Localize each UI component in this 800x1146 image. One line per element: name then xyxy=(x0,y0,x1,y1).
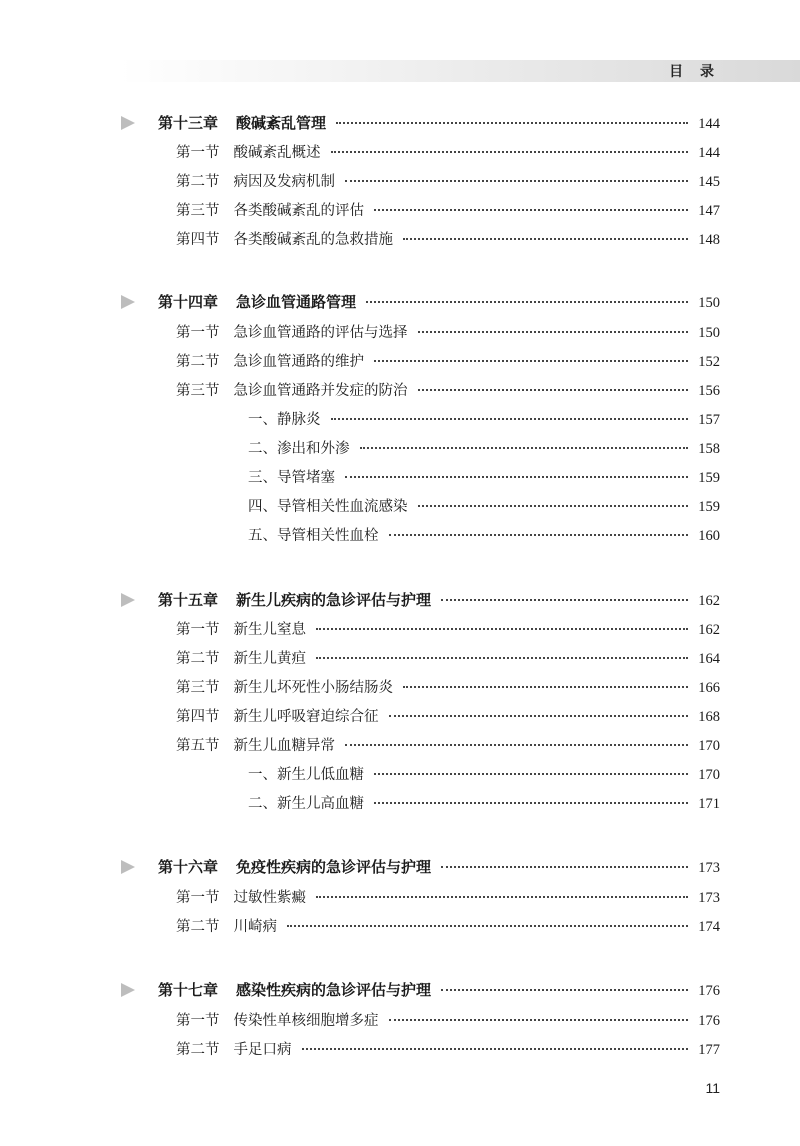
dot-leader xyxy=(389,1018,689,1021)
section-number: 第二节 xyxy=(176,174,220,190)
dot-leader xyxy=(374,359,688,362)
section-page: 147 xyxy=(698,203,720,219)
section-entry[interactable] xyxy=(176,171,720,193)
section-entry[interactable] xyxy=(176,229,720,251)
chapter-page: 176 xyxy=(698,983,720,999)
section-page: 144 xyxy=(698,145,720,161)
dot-leader xyxy=(374,772,688,775)
chapter-marker-icon xyxy=(121,593,135,607)
chapter-marker-icon xyxy=(121,295,135,309)
subitem-title: 一、新生儿低血糖 xyxy=(248,767,364,783)
dot-leader xyxy=(389,714,689,717)
chapter-page: 144 xyxy=(698,116,720,132)
chapter-marker-icon xyxy=(121,116,135,130)
section-title: 新生儿黄疸 xyxy=(233,651,306,667)
dot-leader xyxy=(418,504,689,507)
chapter-number: 第十四章 xyxy=(158,293,219,311)
subitem-entry[interactable] xyxy=(248,438,720,460)
subitem-page: 159 xyxy=(698,470,720,486)
section-title: 急诊血管通路的维护 xyxy=(233,354,364,370)
dot-leader xyxy=(374,208,688,211)
chapter-marker-icon xyxy=(121,983,135,997)
subitem-title: 二、新生儿高血糖 xyxy=(248,796,364,812)
section-title: 急诊血管通路并发症的防治 xyxy=(233,383,408,399)
section-number: 第一节 xyxy=(176,325,220,341)
subitem-entry[interactable] xyxy=(248,793,720,815)
section-number: 第一节 xyxy=(176,890,220,906)
section-title: 新生儿窒息 xyxy=(233,622,306,638)
chapter-page: 173 xyxy=(698,860,720,876)
dot-leader xyxy=(345,743,688,746)
dot-leader xyxy=(403,237,688,240)
section-entry[interactable] xyxy=(176,648,720,670)
dot-leader xyxy=(345,179,688,182)
section-entry[interactable] xyxy=(176,677,720,699)
chapter-title: 感染性疾病的急诊评估与护理 xyxy=(236,981,432,999)
chapter-number: 第十六章 xyxy=(158,858,219,876)
dot-leader xyxy=(331,417,689,420)
section-number: 第二节 xyxy=(176,651,220,667)
dot-leader xyxy=(389,533,689,536)
section-page: 174 xyxy=(698,919,720,935)
section-entry[interactable] xyxy=(176,200,720,222)
section-page: 148 xyxy=(698,232,720,248)
section-title: 新生儿血糖异常 xyxy=(233,738,335,754)
subitem-page: 160 xyxy=(698,528,720,544)
section-number: 第三节 xyxy=(176,203,220,219)
chapter-number: 第十七章 xyxy=(158,981,219,999)
section-title: 过敏性紫癜 xyxy=(233,890,306,906)
chapter-title: 酸碱紊乱管理 xyxy=(236,114,327,132)
chapter-entry[interactable] xyxy=(158,112,720,134)
section-entry[interactable] xyxy=(176,916,720,938)
dot-leader xyxy=(403,685,688,688)
dot-leader xyxy=(374,801,688,804)
subitem-title: 四、导管相关性血流感染 xyxy=(248,499,408,515)
section-page: 162 xyxy=(698,622,720,638)
section-page: 168 xyxy=(698,709,720,725)
subitem-title: 一、静脉炎 xyxy=(248,412,321,428)
section-entry[interactable] xyxy=(176,619,720,641)
section-title: 各类酸碱紊乱的评估 xyxy=(233,203,364,219)
dot-leader xyxy=(360,446,689,449)
dot-leader xyxy=(287,924,688,927)
dot-leader xyxy=(441,865,688,868)
section-page: 166 xyxy=(698,680,720,696)
section-title: 川崎病 xyxy=(233,919,277,935)
section-page: 156 xyxy=(698,383,720,399)
dot-leader xyxy=(336,121,688,124)
subitem-entry[interactable] xyxy=(248,525,720,547)
chapter-title: 免疫性疾病的急诊评估与护理 xyxy=(236,858,432,876)
subitem-page: 159 xyxy=(698,499,720,515)
subitem-title: 三、导管堵塞 xyxy=(248,470,335,486)
section-title: 急诊血管通路的评估与选择 xyxy=(233,325,408,341)
section-page: 177 xyxy=(698,1042,720,1058)
section-title: 各类酸碱紊乱的急救措施 xyxy=(233,232,393,248)
chapter-number: 第十三章 xyxy=(158,114,219,132)
section-entry[interactable] xyxy=(176,142,720,164)
chapter-marker-icon xyxy=(121,860,135,874)
section-number: 第五节 xyxy=(176,738,220,754)
section-page: 173 xyxy=(698,890,720,906)
section-title: 酸碱紊乱概述 xyxy=(233,145,321,161)
section-number: 第二节 xyxy=(176,919,220,935)
section-number: 第一节 xyxy=(176,1013,220,1029)
section-number: 第二节 xyxy=(176,354,220,370)
section-entry[interactable] xyxy=(176,1010,720,1032)
dot-leader xyxy=(441,988,688,991)
subitem-title: 二、渗出和外渗 xyxy=(248,441,350,457)
section-number: 第三节 xyxy=(176,383,220,399)
page-header-title: 目 录 xyxy=(669,64,720,80)
section-entry[interactable] xyxy=(176,380,720,402)
section-number: 第一节 xyxy=(176,145,220,161)
section-page: 150 xyxy=(698,325,720,341)
chapter-title: 急诊血管通路管理 xyxy=(236,293,357,311)
dot-leader xyxy=(441,598,688,601)
section-number: 第三节 xyxy=(176,680,220,696)
subitem-entry[interactable] xyxy=(248,496,720,518)
subitem-entry[interactable] xyxy=(248,409,720,431)
dot-leader xyxy=(418,388,689,391)
subitem-page: 170 xyxy=(698,767,720,783)
section-number: 第一节 xyxy=(176,622,220,638)
dot-leader xyxy=(331,150,689,153)
chapter-page: 162 xyxy=(698,593,720,609)
chapter-entry[interactable] xyxy=(158,856,720,878)
dot-leader xyxy=(316,627,688,630)
section-entry[interactable] xyxy=(176,706,720,728)
section-title: 传染性单核细胞增多症 xyxy=(233,1013,379,1029)
dot-leader xyxy=(316,895,688,898)
subitem-title: 五、导管相关性血栓 xyxy=(248,528,379,544)
dot-leader xyxy=(345,475,688,478)
subitem-page: 171 xyxy=(698,796,720,812)
subitem-entry[interactable] xyxy=(248,467,720,489)
section-entry[interactable] xyxy=(176,322,720,344)
chapter-title: 新生儿疾病的急诊评估与护理 xyxy=(236,591,432,609)
subitem-page: 157 xyxy=(698,412,720,428)
dot-leader xyxy=(316,656,688,659)
section-entry[interactable] xyxy=(176,351,720,373)
chapter-entry[interactable] xyxy=(158,589,720,611)
section-page: 176 xyxy=(698,1013,720,1029)
chapter-entry[interactable] xyxy=(158,979,720,1001)
chapter-entry[interactable] xyxy=(158,291,720,313)
section-number: 第四节 xyxy=(176,232,220,248)
section-page: 170 xyxy=(698,738,720,754)
section-page: 145 xyxy=(698,174,720,190)
dot-leader xyxy=(418,330,689,333)
section-entry[interactable] xyxy=(176,1039,720,1061)
dot-leader xyxy=(366,300,688,303)
section-title: 病因及发病机制 xyxy=(233,174,335,190)
page-number: 11 xyxy=(705,1080,720,1096)
section-page: 164 xyxy=(698,651,720,667)
chapter-number: 第十五章 xyxy=(158,591,219,609)
section-title: 新生儿呼吸窘迫综合征 xyxy=(233,709,379,725)
section-number: 第二节 xyxy=(176,1042,220,1058)
dot-leader xyxy=(302,1047,689,1050)
subitem-page: 158 xyxy=(698,441,720,457)
section-entry[interactable] xyxy=(176,887,720,909)
section-title: 手足口病 xyxy=(233,1042,292,1058)
section-number: 第四节 xyxy=(176,709,220,725)
section-page: 152 xyxy=(698,354,720,370)
subitem-entry[interactable] xyxy=(248,764,720,786)
section-title: 新生儿坏死性小肠结肠炎 xyxy=(233,680,393,696)
chapter-page: 150 xyxy=(698,295,720,311)
section-entry[interactable] xyxy=(176,735,720,757)
